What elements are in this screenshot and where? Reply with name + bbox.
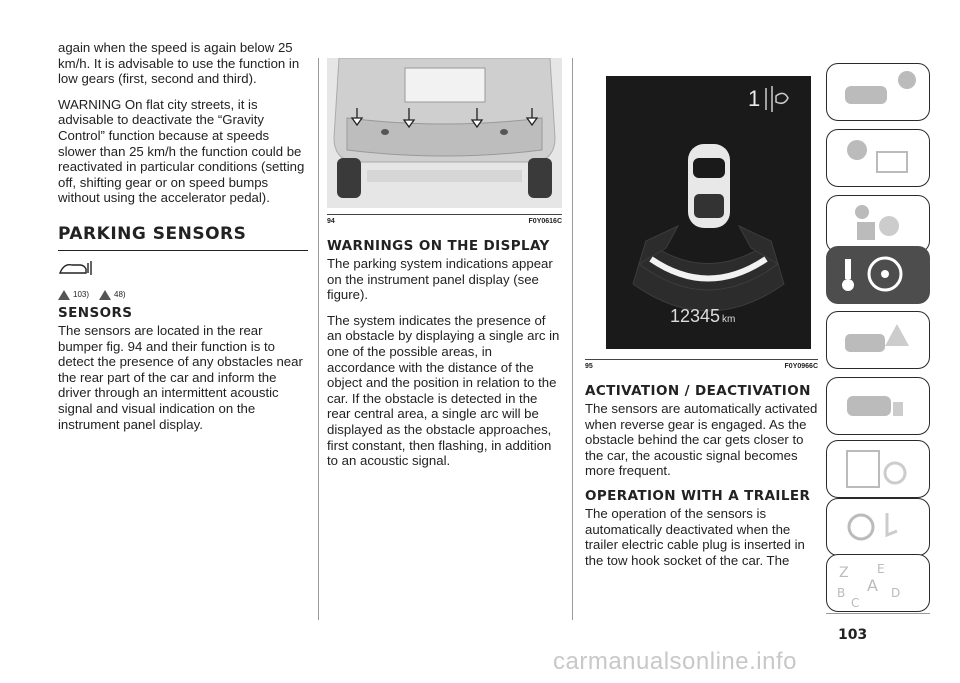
svg-text:1: 1	[748, 86, 761, 111]
warning-ref-1: 103)	[58, 290, 89, 300]
parking-display-illustration	[606, 76, 811, 349]
column-divider	[318, 58, 319, 620]
column-divider	[572, 58, 573, 620]
svg-text:E: E	[877, 562, 885, 576]
chapter-thumb-lights-messages[interactable]	[826, 129, 930, 187]
paragraph: The sensors are automatically activated when reverse gear is engaged. As the obstacle behind the car gets closer to the car, the acoustic signal becomes more frequent.	[585, 401, 818, 479]
warning-ref-2: 48)	[99, 290, 126, 300]
svg-text:C: C	[851, 596, 860, 609]
paragraph: The system indicates the presence of an obstacle by displaying a single arc in one of the possible areas, in accordance with the distance of the object and the position in relation to the car. If the obstacle is detected in the rear central area, a single arc will be displayed as the obstacle approaches, first constant, then flashing, in addition to an acoustic signal.	[327, 312, 560, 469]
data-gear-icon	[827, 441, 927, 495]
svg-text:B: B	[837, 586, 846, 600]
key-steering-wheel-icon	[827, 247, 927, 301]
airbag-person-icon	[827, 196, 927, 250]
warning-paragraph: WARNING On flat city streets, it is advisable to deactivate the “Gravity Control” function because at speeds slower than 25 km/h the function could be reactivated in particular conditions (setting off, shifting gear or on speed bumps without using the accelerator pedal).	[58, 96, 305, 206]
parking-sensor-icon	[58, 259, 94, 277]
car-info-icon	[827, 64, 927, 118]
sub-heading-trailer: OPERATION WITH A TRAILER	[585, 487, 811, 504]
warning-triangle-icon	[58, 290, 70, 300]
chapter-thumb-multimedia[interactable]	[826, 498, 930, 556]
warning-triangle-icon	[99, 290, 111, 300]
svg-text:km: km	[722, 314, 736, 325]
alphabet-index-icon	[827, 555, 927, 609]
sun-envelope-icon	[827, 130, 927, 184]
paragraph: The sensors are located in the rear bumper fig. 94 and their function is to detect the presence of any obstacles near the rear part of the car and inform the driver through an intermittent acoustic signal and visual indication on the instrument panel display.	[58, 322, 303, 432]
svg-text:A: A	[867, 576, 878, 595]
warning-references	[58, 290, 308, 300]
figure-caption-94: 94 F0Y0616C	[327, 214, 562, 225]
figure-caption-95: 95 F0Y0966C	[585, 359, 818, 370]
thumbnail-divider	[826, 613, 930, 614]
sub-heading-sensors: SENSORS	[58, 304, 133, 321]
car-crash-warning-icon	[827, 312, 927, 366]
watermark: carmanualsonline.info	[553, 648, 797, 675]
sub-heading-warnings-on-display: WARNINGS ON THE DISPLAY	[327, 238, 550, 254]
svg-text:D: D	[891, 586, 901, 600]
chapter-thumb-maintenance[interactable]	[826, 377, 930, 435]
media-navigation-icon	[827, 499, 927, 553]
sub-heading-activation: ACTIVATION / DEACTIVATION	[585, 383, 811, 399]
chapter-thumb-index[interactable]	[826, 554, 930, 612]
car-service-icon	[827, 378, 927, 432]
paragraph: The parking system indications appear on the instrument panel display (see figure).	[327, 256, 553, 303]
paragraph: The operation of the sensors is automatically deactivated when the trailer electric cable plug is inserted in the tow hook socket of the car. The	[585, 505, 805, 568]
svg-text:Z: Z	[839, 565, 849, 581]
section-heading-parking-sensors: PARKING SENSORS	[58, 224, 308, 251]
paragraph: again when the speed is again below 25 km/h. It is advisable to use the function in low gears (first, second and third).	[58, 40, 300, 87]
chapter-thumb-safety[interactable]	[826, 195, 930, 253]
figure-95-instrument-display	[606, 76, 811, 349]
chapter-thumb-starting-driving[interactable]	[826, 246, 930, 304]
column-2	[327, 58, 562, 479]
chapter-thumb-car-info[interactable]	[826, 63, 930, 121]
page-number: 103	[838, 627, 868, 643]
svg-text:12345: 12345	[670, 306, 721, 326]
column-1	[58, 40, 308, 442]
chapter-thumb-emergency[interactable]	[826, 311, 930, 369]
chapter-thumb-technical-data[interactable]	[826, 440, 930, 498]
column-3	[585, 58, 818, 578]
parking-sensor-symbol	[58, 259, 308, 282]
figure-94-rear-bumper-photo	[327, 58, 562, 208]
rear-bumper-illustration	[327, 58, 562, 208]
